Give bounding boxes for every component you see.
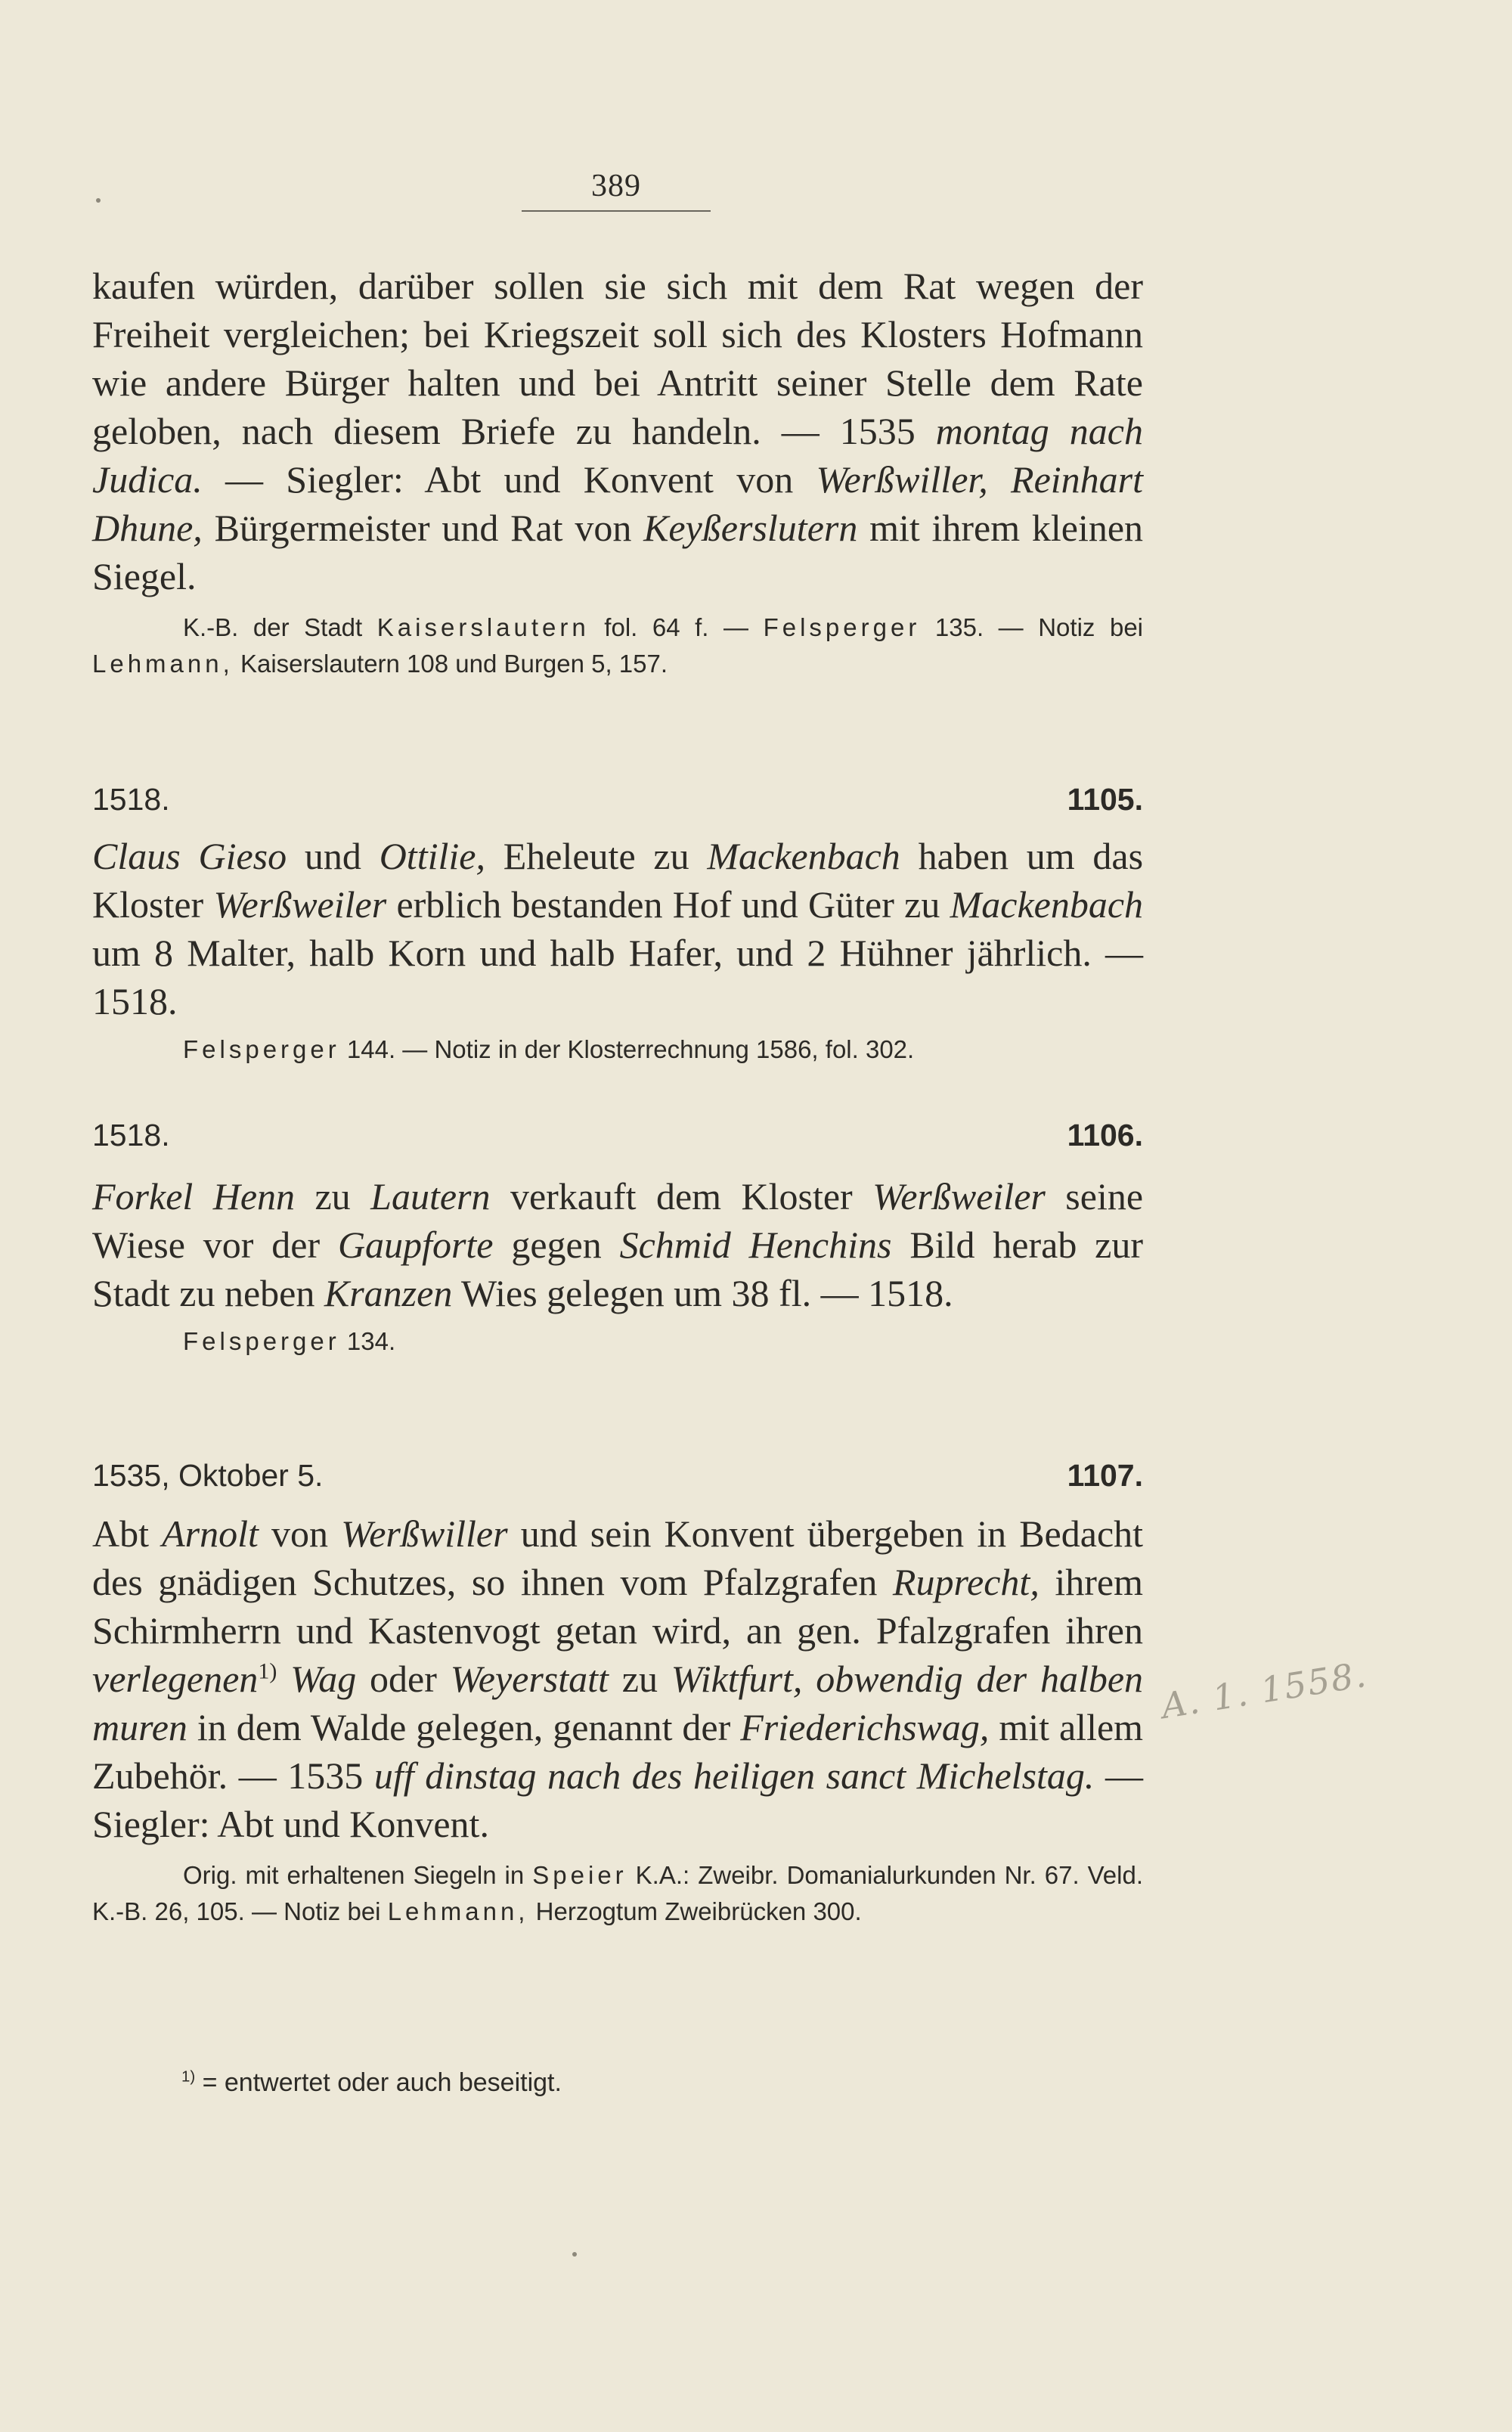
entry-header-1107 [92, 1458, 1143, 1494]
entry-1107 [92, 1509, 1143, 1930]
source-note: Felsperger 144. — Notiz in der Klosterrechnung 1586, fol. 302. [183, 1035, 915, 1063]
continuation-text: kaufen würden, darüber sollen sie sich mit dem Rat wegen der Freiheit vergleichen; bei Kriegszeit soll sich des Klosters Hofmann wie andere Bürger halten und bei Antritt seiner Stelle dem Rate geloben, nach diesem Briefe zu handeln. — 1535 montag nach Judica. — Siegler: Abt und Konvent von Werßwiller, Reinhart Dhune, Bürgermeister und Rat von Keyßerslutern mit ihrem kleinen Siegel. [92, 265, 1144, 597]
entry-number: 1106. [1067, 1118, 1143, 1152]
print-speck [96, 198, 101, 203]
source-note: K.-B. der Stadt Kaiserslautern fol. 64 f. — Felsperger 135. — Notiz bei Lehmann, Kaiserslautern 108 und Burgen 5, 157. [92, 613, 1144, 678]
entry-text: Claus Gieso und Ottilie, Eheleute zu Mackenbach haben um das Kloster Werßweiler erblich bestanden Hof und Güter zu Mackenbach um 8 Malter, halb Korn und halb Hafer, und 2 Hühner jährlich. — 1518. [92, 835, 1144, 1022]
entry-number: 1105. [1067, 782, 1143, 817]
entry-number: 1107. [1067, 1458, 1143, 1493]
footnote-ref: 1) [258, 1658, 277, 1684]
entry-date: 1535, Oktober 5. [92, 1458, 324, 1493]
footnote [181, 2068, 562, 2098]
page-number: 389 [522, 168, 711, 212]
entry-date: 1518. [92, 782, 170, 817]
entry-header-1105 [92, 782, 1143, 817]
entry-header-1106 [92, 1118, 1143, 1153]
continuation-entry [92, 262, 1143, 682]
footnote-text: = entwertet oder auch beseitigt. [202, 2068, 562, 2097]
entry-text: Forkel Henn zu Lautern verkauft dem Kloster Werßweiler seine Wiese vor der Gaupforte gegen Schmid Henchins Bild herab zur Stadt zu neben Kranzen Wies gelegen um 38 fl. — 1518. [92, 1175, 1144, 1314]
footnote-mark: 1) [181, 2068, 196, 2086]
handwritten-margin-note: A. 1. 1558. [1158, 1653, 1371, 1727]
print-speck [572, 2252, 577, 2257]
entry-1106 [92, 1172, 1143, 1360]
source-note: Felsperger 134. [183, 1327, 396, 1355]
entry-text: Abt Arnolt von Werßwiller und sein Konvent übergeben in Bedacht des gnädigen Schutzes, so ihnen vom Pfalzgrafen Ruprecht, ihrem Schirmherrn und Kastenvogt getan wird, an gen. Pfalzgrafen ihren verlegenen$^{1)}$ Wag oder Weyerstatt zu Wiktfurt, obwendig der halben muren in dem Walde gelegen, genannt der Friederichswag, mit allem Zubehör. — 1535 uff dinstag nach des heiligen sanct Michelstag. — Siegler: Abt und Konvent. [92, 1512, 1144, 1845]
entry-1105 [92, 832, 1143, 1068]
source-note: Orig. mit erhaltenen Siegeln in Speier K.A.: Zweibr. Domanialurkunden Nr. 67. Veld. K.-B. 26, 105. — Notiz bei Lehmann, Herzogtum Zweibrücken 300. [92, 1861, 1144, 1925]
entry-date: 1518. [92, 1118, 170, 1152]
